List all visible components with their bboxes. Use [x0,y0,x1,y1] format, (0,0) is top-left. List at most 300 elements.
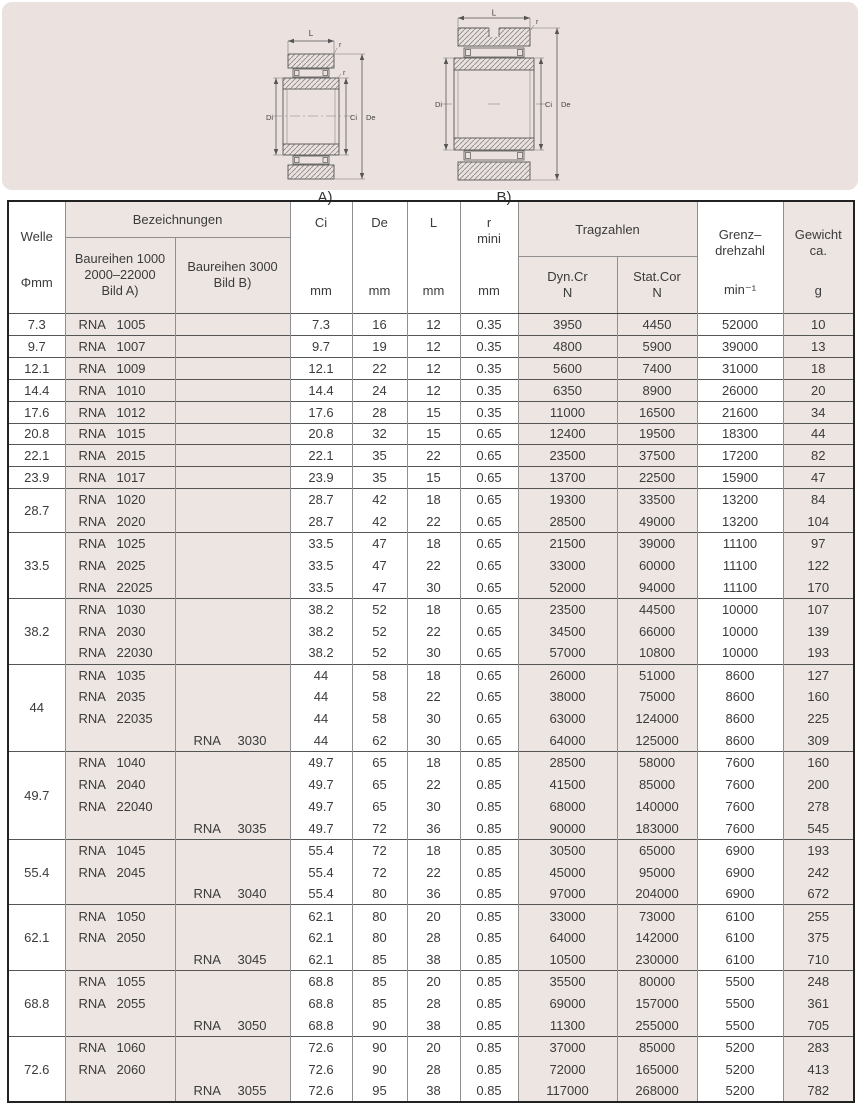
dyn-cr-cell: 21500 [518,533,617,555]
de-cell: 47 [352,554,407,576]
dim-label-di: Di [435,100,443,109]
series-a-cell: RNA 1025 [65,533,175,555]
de-cell: 72 [352,817,407,839]
de-cell: 65 [352,795,407,817]
series-b-cell [175,686,290,708]
stat-cor-cell: 5900 [617,335,697,357]
r-mini-cell: 0.65 [460,423,518,445]
ci-cell: 49.7 [290,817,352,839]
dyn-cr-cell: 63000 [518,708,617,730]
gewicht-cell: 672 [783,883,854,905]
dyn-cr-cell: 41500 [518,774,617,796]
series-b-cell [175,467,290,489]
grenzdrehzahl-cell: 11100 [697,554,783,576]
l-cell: 12 [407,357,460,379]
l-cell: 20 [407,971,460,993]
table-row [8,795,854,817]
de-cell: 95 [352,1080,407,1102]
l-cell: 28 [407,927,460,949]
r-mini-cell: 0.85 [460,1058,518,1080]
dyn-cr-cell: 117000 [518,1080,617,1102]
series-b-cell [175,379,290,401]
header-ci-label: Ci [314,215,328,230]
l-cell: 28 [407,1058,460,1080]
header-welle-label: Welle [20,229,53,244]
grenzdrehzahl-cell: 17200 [697,445,783,467]
grenzdrehzahl-cell: 7600 [697,795,783,817]
de-cell: 52 [352,642,407,664]
header-bezeichnungen: Bezeichnungen [65,201,290,237]
stat-cor-cell: 44500 [617,598,697,620]
gewicht-cell: 255 [783,905,854,927]
r-mini-cell: 0.85 [460,927,518,949]
ci-cell: 23.9 [290,467,352,489]
ci-cell: 14.4 [290,379,352,401]
header-de [352,201,407,314]
header-l [407,201,460,314]
bearing-spec-table [7,200,855,1103]
gewicht-cell: 193 [783,839,854,861]
dyn-cr-cell: 23500 [518,445,617,467]
l-cell: 22 [407,774,460,796]
grenzdrehzahl-cell: 10000 [697,642,783,664]
dyn-cr-cell: 68000 [518,795,617,817]
stat-cor-cell: 255000 [617,1015,697,1037]
header-ci-unit: mm [310,283,332,298]
series-a-cell: RNA 2040 [65,774,175,796]
de-cell: 80 [352,883,407,905]
ci-cell: 28.7 [290,511,352,533]
header-stat-unit: N [652,285,662,300]
dim-label-r-mid: r [343,70,346,77]
stat-cor-cell: 4450 [617,314,697,336]
series-a-cell: RNA 1020 [65,489,175,511]
stat-cor-cell: 140000 [617,795,697,817]
ci-cell: 68.8 [290,1015,352,1037]
welle-cell: 17.6 [8,401,65,423]
table-row [8,883,854,905]
dyn-cr-cell: 97000 [518,883,617,905]
dyn-cr-cell: 11300 [518,1015,617,1037]
r-mini-cell: 0.85 [460,883,518,905]
dyn-cr-cell: 69000 [518,993,617,1015]
table-row [8,905,854,927]
ci-cell: 62.1 [290,949,352,971]
figure-a-caption: A) [317,189,333,206]
de-cell: 42 [352,511,407,533]
dyn-cr-cell: 19300 [518,489,617,511]
gewicht-cell: 122 [783,554,854,576]
gewicht-cell: 139 [783,620,854,642]
series-a-cell [65,883,175,905]
table-row [8,949,854,971]
stat-cor-cell: 95000 [617,861,697,883]
gewicht-cell: 193 [783,642,854,664]
r-mini-cell: 0.85 [460,774,518,796]
gewicht-cell: 13 [783,335,854,357]
grenzdrehzahl-cell: 10000 [697,620,783,642]
header-r-sub: mini [477,231,501,247]
dyn-cr-cell: 5600 [518,357,617,379]
series-b-cell [175,489,290,511]
gewicht-cell: 20 [783,379,854,401]
stat-cor-cell: 58000 [617,752,697,774]
r-mini-cell: 0.85 [460,817,518,839]
series-b-cell: RNA 3055 [175,1080,290,1102]
gewicht-cell: 10 [783,314,854,336]
dyn-cr-cell: 3950 [518,314,617,336]
grenzdrehzahl-cell: 5500 [697,993,783,1015]
gewicht-cell: 375 [783,927,854,949]
l-cell: 22 [407,861,460,883]
stat-cor-cell: 66000 [617,620,697,642]
dyn-cr-cell: 33000 [518,554,617,576]
ci-cell: 44 [290,730,352,752]
gewicht-cell: 47 [783,467,854,489]
stat-cor-cell: 49000 [617,511,697,533]
gewicht-cell: 82 [783,445,854,467]
grenzdrehzahl-cell: 10000 [697,598,783,620]
stat-cor-cell: 60000 [617,554,697,576]
grenzdrehzahl-cell: 5200 [697,1080,783,1102]
stat-cor-cell: 75000 [617,686,697,708]
gewicht-cell: 710 [783,949,854,971]
header-dyn-unit: N [562,285,573,300]
series-b-cell: RNA 3035 [175,817,290,839]
table-row [8,752,854,774]
stat-cor-cell: 37500 [617,445,697,467]
ci-cell: 49.7 [290,795,352,817]
r-mini-cell: 0.65 [460,664,518,686]
l-cell: 36 [407,817,460,839]
gewicht-cell: 160 [783,752,854,774]
l-cell: 38 [407,1015,460,1037]
series-b-cell [175,401,290,423]
r-mini-cell: 0.85 [460,905,518,927]
series-b-cell [175,752,290,774]
dim-label-l: L [491,8,497,18]
series-b-cell: RNA 3030 [175,730,290,752]
l-cell: 18 [407,533,460,555]
ci-cell: 9.7 [290,335,352,357]
header-baureihen-b-line2: Bild B) [213,275,252,291]
gewicht-cell: 225 [783,708,854,730]
l-cell: 20 [407,905,460,927]
ci-cell: 7.3 [290,314,352,336]
de-cell: 90 [352,1058,407,1080]
header-baureihen-a-line1: Baureihen 1000 [74,250,166,266]
table-row [8,839,854,861]
l-cell: 30 [407,730,460,752]
ci-cell: 20.8 [290,423,352,445]
series-b-cell [175,642,290,664]
series-b-cell [175,620,290,642]
series-b-cell [175,1058,290,1080]
de-cell: 28 [352,401,407,423]
welle-cell: 9.7 [8,335,65,357]
stat-cor-cell: 65000 [617,839,697,861]
series-b-cell [175,357,290,379]
r-mini-cell: 0.85 [460,949,518,971]
table-row [8,357,854,379]
dim-label-ci: Ci [350,113,358,122]
stat-cor-cell: 204000 [617,883,697,905]
welle-cell: 20.8 [8,423,65,445]
ci-cell: 44 [290,708,352,730]
series-a-cell: RNA 1012 [65,401,175,423]
dim-label-r-top: r [536,19,539,26]
dyn-cr-cell: 64000 [518,927,617,949]
table-row [8,1015,854,1037]
series-b-cell: RNA 3045 [175,949,290,971]
grenzdrehzahl-cell: 7600 [697,752,783,774]
grenzdrehzahl-cell: 8600 [697,730,783,752]
gewicht-cell: 44 [783,423,854,445]
series-a-cell: RNA 1009 [65,357,175,379]
r-mini-cell: 0.85 [460,839,518,861]
ci-cell: 72.6 [290,1058,352,1080]
series-b-cell [175,598,290,620]
grenzdrehzahl-cell: 6100 [697,905,783,927]
welle-cell: 55.4 [8,839,65,905]
r-mini-cell: 0.65 [460,533,518,555]
series-b-cell [175,905,290,927]
gewicht-cell: 248 [783,971,854,993]
r-mini-cell: 0.65 [460,511,518,533]
stat-cor-cell: 157000 [617,993,697,1015]
r-mini-cell: 0.65 [460,686,518,708]
welle-cell: 14.4 [8,379,65,401]
series-a-cell: RNA 1010 [65,379,175,401]
diagram-row [0,2,848,207]
table-row [8,993,854,1015]
grenzdrehzahl-cell: 5200 [697,1058,783,1080]
series-a-cell: RNA 22030 [65,642,175,664]
table-row [8,1058,854,1080]
ci-cell: 22.1 [290,445,352,467]
table-row [8,971,854,993]
series-a-cell [65,817,175,839]
ci-cell: 49.7 [290,752,352,774]
grenzdrehzahl-cell: 6100 [697,949,783,971]
header-dyn-label: Dyn.Cr [547,268,588,284]
series-b-cell [175,993,290,1015]
ci-cell: 12.1 [290,357,352,379]
de-cell: 85 [352,971,407,993]
ci-cell: 55.4 [290,861,352,883]
r-mini-cell: 0.85 [460,861,518,883]
series-b-cell: RNA 3050 [175,1015,290,1037]
r-mini-cell: 0.65 [460,642,518,664]
grenzdrehzahl-cell: 8600 [697,708,783,730]
table-row [8,379,854,401]
header-grenzdrehzahl [697,201,783,314]
stat-cor-cell: 73000 [617,905,697,927]
l-cell: 15 [407,467,460,489]
de-cell: 85 [352,949,407,971]
r-mini-cell: 0.65 [460,598,518,620]
table-row [8,511,854,533]
table-row [8,554,854,576]
r-mini-cell: 0.65 [460,576,518,598]
gewicht-cell: 545 [783,817,854,839]
gewicht-cell: 200 [783,774,854,796]
table-row [8,861,854,883]
stat-cor-cell: 124000 [617,708,697,730]
de-cell: 58 [352,664,407,686]
table-row [8,642,854,664]
grenzdrehzahl-cell: 5500 [697,1015,783,1037]
dyn-cr-cell: 37000 [518,1036,617,1058]
l-cell: 15 [407,401,460,423]
table-row [8,576,854,598]
grenzdrehzahl-cell: 6900 [697,883,783,905]
gewicht-cell: 107 [783,598,854,620]
ci-cell: 68.8 [290,971,352,993]
r-mini-cell: 0.35 [460,357,518,379]
series-b-cell: RNA 3040 [175,883,290,905]
r-mini-cell: 0.85 [460,1015,518,1037]
de-cell: 35 [352,445,407,467]
r-mini-cell: 0.35 [460,314,518,336]
ci-cell: 38.2 [290,620,352,642]
series-a-cell: RNA 2055 [65,993,175,1015]
series-a-cell: RNA 1040 [65,752,175,774]
l-cell: 28 [407,993,460,1015]
grenzdrehzahl-cell: 21600 [697,401,783,423]
grenzdrehzahl-cell: 11100 [697,576,783,598]
welle-cell: 22.1 [8,445,65,467]
dyn-cr-cell: 72000 [518,1058,617,1080]
dyn-cr-cell: 38000 [518,686,617,708]
dyn-cr-cell: 90000 [518,817,617,839]
stat-cor-cell: 19500 [617,423,697,445]
r-mini-cell: 0.85 [460,971,518,993]
welle-cell: 7.3 [8,314,65,336]
gewicht-cell: 413 [783,1058,854,1080]
bearing-diagram-a [266,28,384,188]
l-cell: 15 [407,423,460,445]
l-cell: 36 [407,883,460,905]
table-row [8,664,854,686]
l-cell: 18 [407,752,460,774]
header-stat-label: Stat.Cor [633,268,681,284]
header-gewicht-unit: g [814,283,822,298]
r-mini-cell: 0.65 [460,708,518,730]
series-b-cell [175,576,290,598]
header-grenz-line2: drehzahl [715,243,765,259]
welle-cell: 62.1 [8,905,65,971]
table-row [8,1080,854,1102]
series-a-cell: RNA 1017 [65,467,175,489]
grenzdrehzahl-cell: 11100 [697,533,783,555]
dim-label-de: De [366,113,376,122]
de-cell: 47 [352,576,407,598]
grenzdrehzahl-cell: 8600 [697,664,783,686]
series-a-cell: RNA 1007 [65,335,175,357]
ci-cell: 72.6 [290,1080,352,1102]
series-b-cell [175,445,290,467]
header-de-label: De [371,215,388,230]
r-mini-cell: 0.85 [460,1080,518,1102]
table-row [8,423,854,445]
series-a-cell: RNA 1060 [65,1036,175,1058]
series-a-cell [65,949,175,971]
header-grenz-unit: min⁻¹ [723,282,757,297]
grenzdrehzahl-cell: 15900 [697,467,783,489]
stat-cor-cell: 94000 [617,576,697,598]
welle-cell: 44 [8,664,65,752]
dim-label-r-top: r [339,42,342,49]
stat-cor-cell: 165000 [617,1058,697,1080]
table-row [8,401,854,423]
l-cell: 22 [407,445,460,467]
l-cell: 30 [407,708,460,730]
de-cell: 85 [352,993,407,1015]
l-cell: 18 [407,598,460,620]
header-de-unit: mm [368,283,391,298]
table-row [8,445,854,467]
series-a-cell: RNA 1055 [65,971,175,993]
dyn-cr-cell: 52000 [518,576,617,598]
welle-cell: 28.7 [8,489,65,533]
gewicht-cell: 104 [783,511,854,533]
de-cell: 80 [352,927,407,949]
header-welle [8,201,65,314]
gewicht-cell: 283 [783,1036,854,1058]
dyn-cr-cell: 34500 [518,620,617,642]
dim-label-de: De [561,100,571,109]
series-a-cell: RNA 1035 [65,664,175,686]
table-row [8,708,854,730]
series-b-cell [175,927,290,949]
series-b-cell [175,554,290,576]
grenzdrehzahl-cell: 13200 [697,511,783,533]
header-gewicht [783,201,854,314]
series-b-cell [175,708,290,730]
grenzdrehzahl-cell: 39000 [697,335,783,357]
dim-label-ci: Ci [545,100,553,109]
ci-cell: 38.2 [290,598,352,620]
stat-cor-cell: 8900 [617,379,697,401]
ci-cell: 55.4 [290,839,352,861]
ci-cell: 62.1 [290,905,352,927]
welle-cell: 12.1 [8,357,65,379]
series-b-cell [175,335,290,357]
stat-cor-cell: 16500 [617,401,697,423]
grenzdrehzahl-cell: 18300 [697,423,783,445]
header-dyn-cr [518,257,617,314]
de-cell: 65 [352,774,407,796]
table-row [8,774,854,796]
series-b-cell [175,971,290,993]
ci-cell: 68.8 [290,993,352,1015]
header-l-label: L [429,215,438,230]
l-cell: 38 [407,949,460,971]
welle-cell: 38.2 [8,598,65,664]
l-cell: 22 [407,686,460,708]
table-row [8,335,854,357]
l-cell: 22 [407,554,460,576]
series-a-cell: RNA 2020 [65,511,175,533]
header-welle-unit: Φmm [20,275,53,290]
r-mini-cell: 0.65 [460,467,518,489]
series-a-cell: RNA 2015 [65,445,175,467]
stat-cor-cell: 10800 [617,642,697,664]
stat-cor-cell: 125000 [617,730,697,752]
l-cell: 22 [407,511,460,533]
header-r-mini [460,201,518,314]
